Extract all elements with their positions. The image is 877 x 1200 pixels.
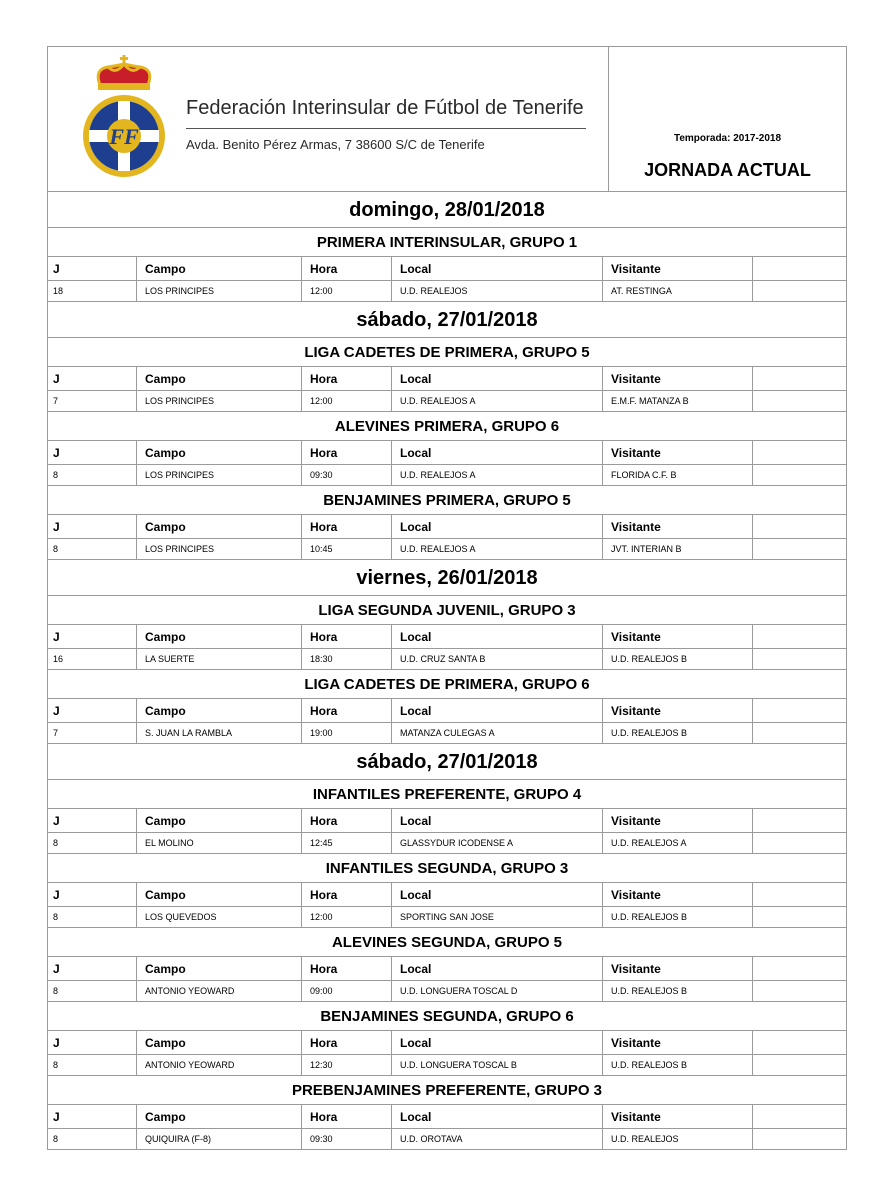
competition-title: LIGA CADETES DE PRIMERA, GRUPO 5 [47,338,847,367]
cell-hora: 12:30 [302,1055,392,1075]
table-header-row [47,625,847,649]
empty-cell [753,723,846,743]
cell-j: 7 [48,723,137,743]
column-header-hora: Hora [302,257,392,280]
competition-title: ALEVINES PRIMERA, GRUPO 6 [47,412,847,441]
empty-cell [753,649,846,669]
column-header-local: Local [392,883,603,906]
column-header-hora: Hora [302,515,392,538]
cell-j: 8 [48,1055,137,1075]
svg-text:FF: FF [109,124,139,149]
empty-header-cell [753,1031,846,1054]
cell-visitante: U.D. REALEJOS B [603,981,753,1001]
column-header-visitante: Visitante [603,957,753,980]
header-right-cell [609,47,846,191]
column-header-local: Local [392,515,603,538]
table-row [47,723,847,744]
column-header-local: Local [392,441,603,464]
cell-j: 8 [48,465,137,485]
table-header-row [47,809,847,833]
cell-hora: 09:00 [302,981,392,1001]
column-header-local: Local [392,1031,603,1054]
column-header-local: Local [392,367,603,390]
empty-cell [753,1055,846,1075]
cell-hora: 12:45 [302,833,392,853]
cell-j: 8 [48,907,137,927]
table-header-row [47,957,847,981]
document-header [47,46,847,192]
cell-campo: ANTONIO YEOWARD [137,981,302,1001]
cell-j: 8 [48,1129,137,1149]
empty-cell [753,281,846,301]
column-header-hora: Hora [302,809,392,832]
day-date-heading: sábado, 27/01/2018 [47,744,847,780]
jornada-title: JORNADA ACTUAL [644,160,811,180]
table-row [47,907,847,928]
column-header-local: Local [392,1105,603,1128]
cell-hora: 09:30 [302,1129,392,1149]
cell-campo: LOS PRINCIPES [137,281,302,301]
empty-cell [753,391,846,411]
cell-campo: LOS QUEVEDOS [137,907,302,927]
column-header-local: Local [392,257,603,280]
column-header-local: Local [392,625,603,648]
cell-j: 16 [48,649,137,669]
column-header-campo: Campo [137,699,302,722]
competition-title: INFANTILES SEGUNDA, GRUPO 3 [47,854,847,883]
cell-hora: 09:30 [302,465,392,485]
column-header-hora: Hora [302,883,392,906]
day-date-heading: sábado, 27/01/2018 [47,302,847,338]
column-header-visitante: Visitante [603,367,753,390]
cell-j: 18 [48,281,137,301]
competition-title: INFANTILES PREFERENTE, GRUPO 4 [47,780,847,809]
cell-local: U.D. REALEJOS [392,281,603,301]
column-header-j: J [48,1105,137,1128]
empty-header-cell [753,441,846,464]
column-header-visitante: Visitante [603,1031,753,1054]
schedule-body [47,192,847,1150]
column-header-j: J [48,883,137,906]
table-row [47,1055,847,1076]
empty-header-cell [753,957,846,980]
column-header-campo: Campo [137,515,302,538]
cell-hora: 12:00 [302,907,392,927]
cell-visitante: U.D. REALEJOS [603,1129,753,1149]
cell-local: U.D. OROTAVA [392,1129,603,1149]
column-header-visitante: Visitante [603,441,753,464]
federation-crest-icon [78,55,170,179]
competition-title: PREBENJAMINES PREFERENTE, GRUPO 3 [47,1076,847,1105]
column-header-j: J [48,957,137,980]
column-header-campo: Campo [137,257,302,280]
column-header-hora: Hora [302,367,392,390]
column-header-visitante: Visitante [603,1105,753,1128]
cell-campo: S. JUAN LA RAMBLA [137,723,302,743]
day-date-heading: viernes, 26/01/2018 [47,560,847,596]
column-header-hora: Hora [302,1031,392,1054]
column-header-hora: Hora [302,699,392,722]
table-header-row [47,1031,847,1055]
column-header-campo: Campo [137,367,302,390]
column-header-hora: Hora [302,441,392,464]
column-header-campo: Campo [137,883,302,906]
column-header-campo: Campo [137,809,302,832]
header-divider [186,128,586,129]
empty-header-cell [753,367,846,390]
column-header-local: Local [392,957,603,980]
table-header-row [47,699,847,723]
empty-header-cell [753,809,846,832]
column-header-j: J [48,625,137,648]
column-header-campo: Campo [137,441,302,464]
column-header-j: J [48,809,137,832]
cell-j: 8 [48,981,137,1001]
cell-visitante: AT. RESTINGA [603,281,753,301]
federation-name: Federación Interinsular de Fútbol de Tenerife [186,97,584,119]
cell-local: U.D. LONGUERA TOSCAL D [392,981,603,1001]
empty-header-cell [753,515,846,538]
cell-local: GLASSYDUR ICODENSE A [392,833,603,853]
schedule-document [47,46,847,1150]
cell-hora: 12:00 [302,281,392,301]
column-header-j: J [48,367,137,390]
empty-cell [753,1129,846,1149]
column-header-j: J [48,699,137,722]
cell-visitante: FLORIDA C.F. B [603,465,753,485]
cell-local: SPORTING SAN JOSE [392,907,603,927]
empty-cell [753,833,846,853]
cell-local: U.D. CRUZ SANTA B [392,649,603,669]
cell-hora: 10:45 [302,539,392,559]
column-header-campo: Campo [137,1031,302,1054]
competition-title: LIGA SEGUNDA JUVENIL, GRUPO 3 [47,596,847,625]
cell-hora: 18:30 [302,649,392,669]
empty-cell [753,981,846,1001]
column-header-hora: Hora [302,1105,392,1128]
season-label: Temporada: 2017-2018 [673,133,782,144]
table-header-row [47,441,847,465]
cell-local: U.D. REALEJOS A [392,539,603,559]
table-row [47,539,847,560]
table-header-row [47,1105,847,1129]
cell-hora: 19:00 [302,723,392,743]
table-row [47,833,847,854]
competition-title: LIGA CADETES DE PRIMERA, GRUPO 6 [47,670,847,699]
table-header-row [47,257,847,281]
empty-header-cell [753,1105,846,1128]
cell-visitante: U.D. REALEJOS B [603,723,753,743]
competition-title: BENJAMINES PRIMERA, GRUPO 5 [47,486,847,515]
empty-cell [753,465,846,485]
column-header-hora: Hora [302,625,392,648]
cell-hora: 12:00 [302,391,392,411]
table-row [47,281,847,302]
cell-local: U.D. REALEJOS A [392,391,603,411]
table-row [47,391,847,412]
competition-title: PRIMERA INTERINSULAR, GRUPO 1 [47,228,847,257]
table-header-row [47,883,847,907]
competition-title: ALEVINES SEGUNDA, GRUPO 5 [47,928,847,957]
table-row [47,465,847,486]
column-header-local: Local [392,699,603,722]
cell-visitante: E.M.F. MATANZA B [603,391,753,411]
cell-campo: EL MOLINO [137,833,302,853]
cell-local: U.D. LONGUERA TOSCAL B [392,1055,603,1075]
cell-j: 8 [48,539,137,559]
column-header-campo: Campo [137,957,302,980]
column-header-hora: Hora [302,957,392,980]
header-left-cell [48,47,609,191]
column-header-visitante: Visitante [603,257,753,280]
column-header-campo: Campo [137,1105,302,1128]
cell-visitante: U.D. REALEJOS B [603,907,753,927]
table-row [47,981,847,1002]
cell-local: U.D. REALEJOS A [392,465,603,485]
column-header-local: Local [392,809,603,832]
day-date-heading: domingo, 28/01/2018 [47,192,847,228]
column-header-visitante: Visitante [603,515,753,538]
cell-visitante: JVT. INTERIAN B [603,539,753,559]
federation-address: Avda. Benito Pérez Armas, 7 38600 S/C de Tenerife [186,137,485,152]
column-header-visitante: Visitante [603,625,753,648]
table-row [47,649,847,670]
cell-visitante: U.D. REALEJOS A [603,833,753,853]
column-header-campo: Campo [137,625,302,648]
column-header-j: J [48,257,137,280]
column-header-visitante: Visitante [603,883,753,906]
cell-j: 7 [48,391,137,411]
empty-header-cell [753,883,846,906]
cell-campo: LA SUERTE [137,649,302,669]
column-header-j: J [48,515,137,538]
table-header-row [47,515,847,539]
column-header-j: J [48,441,137,464]
cell-campo: QUIQUIRA (F-8) [137,1129,302,1149]
table-row [47,1129,847,1150]
column-header-j: J [48,1031,137,1054]
empty-header-cell [753,699,846,722]
cell-campo: LOS PRINCIPES [137,539,302,559]
cell-j: 8 [48,833,137,853]
cell-campo: ANTONIO YEOWARD [137,1055,302,1075]
cell-local: MATANZA CULEGAS A [392,723,603,743]
cell-campo: LOS PRINCIPES [137,465,302,485]
empty-header-cell [753,257,846,280]
cell-campo: LOS PRINCIPES [137,391,302,411]
empty-cell [753,539,846,559]
competition-title: BENJAMINES SEGUNDA, GRUPO 6 [47,1002,847,1031]
cell-visitante: U.D. REALEJOS B [603,649,753,669]
column-header-visitante: Visitante [603,809,753,832]
cell-visitante: U.D. REALEJOS B [603,1055,753,1075]
empty-header-cell [753,625,846,648]
empty-cell [753,907,846,927]
column-header-visitante: Visitante [603,699,753,722]
table-header-row [47,367,847,391]
